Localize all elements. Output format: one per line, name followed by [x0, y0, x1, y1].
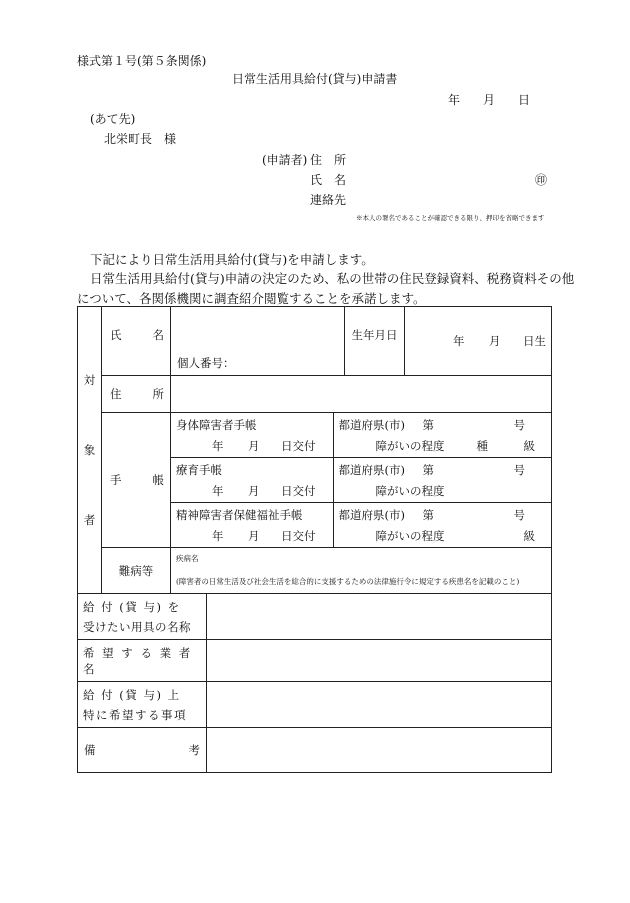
birth-month-label: 月 — [489, 334, 501, 348]
special-request-label-line-2: 特に希望する事項 — [83, 707, 187, 722]
form-title: 日常生活用具給付(貸与)申請書 — [232, 72, 398, 86]
address-label-char-2: 所 — [152, 387, 164, 401]
rehabilitation-issued-year: 年 — [212, 484, 224, 498]
handbook-label-cell — [102, 413, 171, 548]
desired-item-label-line-2: 受けたい用具の名称 — [83, 619, 191, 634]
physical-handbook-name: 身体障害者手帳 — [176, 418, 257, 432]
application-form-table — [77, 306, 552, 773]
name-field[interactable] — [171, 307, 345, 376]
name-label-char-1: 氏 — [110, 328, 122, 342]
mental-issued-month: 月 — [248, 529, 260, 543]
physical-handbook-field[interactable] — [171, 413, 333, 458]
handbooks-cell — [171, 413, 552, 548]
physical-grade-level: 級 — [523, 439, 535, 453]
rehabilitation-prefecture-label: 都道府県(市) — [338, 463, 405, 477]
address-field[interactable] — [171, 376, 552, 413]
rehabilitation-handbook-name: 療育手帳 — [176, 463, 222, 477]
desired-item-field[interactable] — [207, 594, 552, 640]
desired-item-label-line-1: 給 付 (貸 与) を — [83, 599, 181, 614]
rehabilitation-number-suffix: 号 — [513, 463, 525, 477]
mental-number-prefix: 第 — [422, 508, 434, 522]
consent-statement-line-1: 日常生活用具給付(貸与)申請の決定のため、私の世帯の住民登録資料、税務資料その他 — [90, 271, 575, 286]
disease-name-label: 疾病名 — [176, 554, 199, 563]
subject-char-3: 者 — [83, 513, 96, 527]
date-month-label: 月 — [483, 93, 496, 107]
remarks-label-char-1: 備 — [84, 743, 96, 757]
request-statement: 下記により日常生活用具給付(貸与)を申請します。 — [90, 252, 374, 267]
mental-prefecture-label: 都道府県(市) — [338, 508, 405, 522]
handbook-row-physical — [171, 413, 551, 458]
consent-statement-line-2: について、各関係機関に調査紹介閲覧することを承諾します。 — [77, 291, 426, 306]
birth-date-label: 生年月日 — [351, 328, 398, 342]
seal-mark: ㊞ — [535, 173, 548, 187]
subject-person-label-cell — [78, 307, 102, 594]
vendor-label-cell — [78, 640, 207, 682]
subject-char-1: 対 — [83, 373, 96, 387]
mental-handbook-field[interactable] — [171, 503, 333, 548]
rehabilitation-degree-label: 障がいの程度 — [375, 484, 445, 498]
vendor-field[interactable] — [207, 640, 552, 682]
desired-item-label-cell — [78, 594, 207, 640]
disease-label: 難病等 — [118, 563, 154, 578]
applicant-address-label: 住 所 — [310, 153, 347, 167]
physical-issued-month: 月 — [248, 439, 260, 453]
mental-grade-level: 級 — [523, 529, 535, 543]
vendor-label: 希 望 す る 業 者 名 — [83, 645, 193, 676]
disease-label-cell — [102, 548, 171, 594]
mental-handbook-name: 精神障害者保健福祉手帳 — [176, 508, 303, 522]
special-request-field[interactable] — [207, 682, 552, 728]
handbook-label-char-2: 帳 — [152, 473, 164, 487]
remarks-label-char-2: 考 — [188, 743, 200, 757]
individual-number-label: 個人番号： — [177, 356, 235, 370]
mental-number-suffix: 号 — [513, 508, 525, 522]
date-day-label: 日 — [518, 93, 531, 107]
birth-year-label: 年 — [453, 334, 465, 348]
handbook-label-char-1: 手 — [110, 473, 122, 487]
applicant-role-label: (申請者) — [262, 153, 308, 167]
addressee-label: (あて先) — [90, 112, 136, 126]
date-year-label: 年 — [448, 93, 461, 107]
remarks-field[interactable] — [207, 728, 552, 773]
name-label-cell — [102, 307, 171, 376]
physical-prefecture-label: 都道府県(市) — [338, 418, 405, 432]
mental-handbook-number-field[interactable] — [333, 503, 551, 548]
form-number: 様式第１号(第５条関係) — [77, 54, 207, 68]
birth-date-field[interactable] — [405, 307, 552, 376]
handbook-row-mental — [171, 503, 551, 548]
name-label-char-2: 名 — [152, 328, 164, 342]
signature-note: ※本人の署名であることが確認できる限り、押印を省略できます — [356, 214, 545, 222]
handbooks-subtable — [171, 413, 551, 547]
physical-number-prefix: 第 — [422, 418, 434, 432]
disease-field[interactable] — [171, 548, 552, 594]
addressee: 北栄町長 様 — [104, 132, 177, 146]
rehabilitation-issued-month: 月 — [248, 484, 260, 498]
rehabilitation-handbook-number-field[interactable] — [333, 458, 551, 503]
mental-issued-day: 日交付 — [281, 529, 316, 543]
subject-char-2: 象 — [83, 443, 96, 457]
rehabilitation-issued-day: 日交付 — [281, 484, 316, 498]
physical-issued-year: 年 — [212, 439, 224, 453]
physical-issued-day: 日交付 — [281, 439, 316, 453]
address-label-char-1: 住 — [110, 387, 122, 401]
birth-day-label: 日生 — [523, 334, 547, 348]
special-request-label-line-1: 給 付 (貸 与) 上 — [83, 687, 181, 702]
rehabilitation-number-prefix: 第 — [422, 463, 434, 477]
disease-note: (障害者の日常生活及び社会生活を総合的に支援するための法律施行令に規定する疾患名を記載のこと) — [176, 577, 520, 586]
special-request-label-cell — [78, 682, 207, 728]
birth-date-label-cell — [345, 307, 405, 376]
mental-issued-year: 年 — [212, 529, 224, 543]
physical-number-suffix: 号 — [513, 418, 525, 432]
address-label-cell — [102, 376, 171, 413]
physical-handbook-number-field[interactable] — [333, 413, 551, 458]
rehabilitation-handbook-field[interactable] — [171, 458, 333, 503]
mental-degree-label: 障がいの程度 — [375, 529, 445, 543]
physical-grade-type: 種 — [476, 439, 488, 453]
handbook-row-rehabilitation — [171, 458, 551, 503]
remarks-label-cell — [78, 728, 207, 773]
applicant-name-label: 氏 名 — [310, 173, 347, 187]
physical-degree-label: 障がいの程度 — [375, 439, 445, 453]
applicant-contact-label: 連絡先 — [310, 193, 347, 207]
